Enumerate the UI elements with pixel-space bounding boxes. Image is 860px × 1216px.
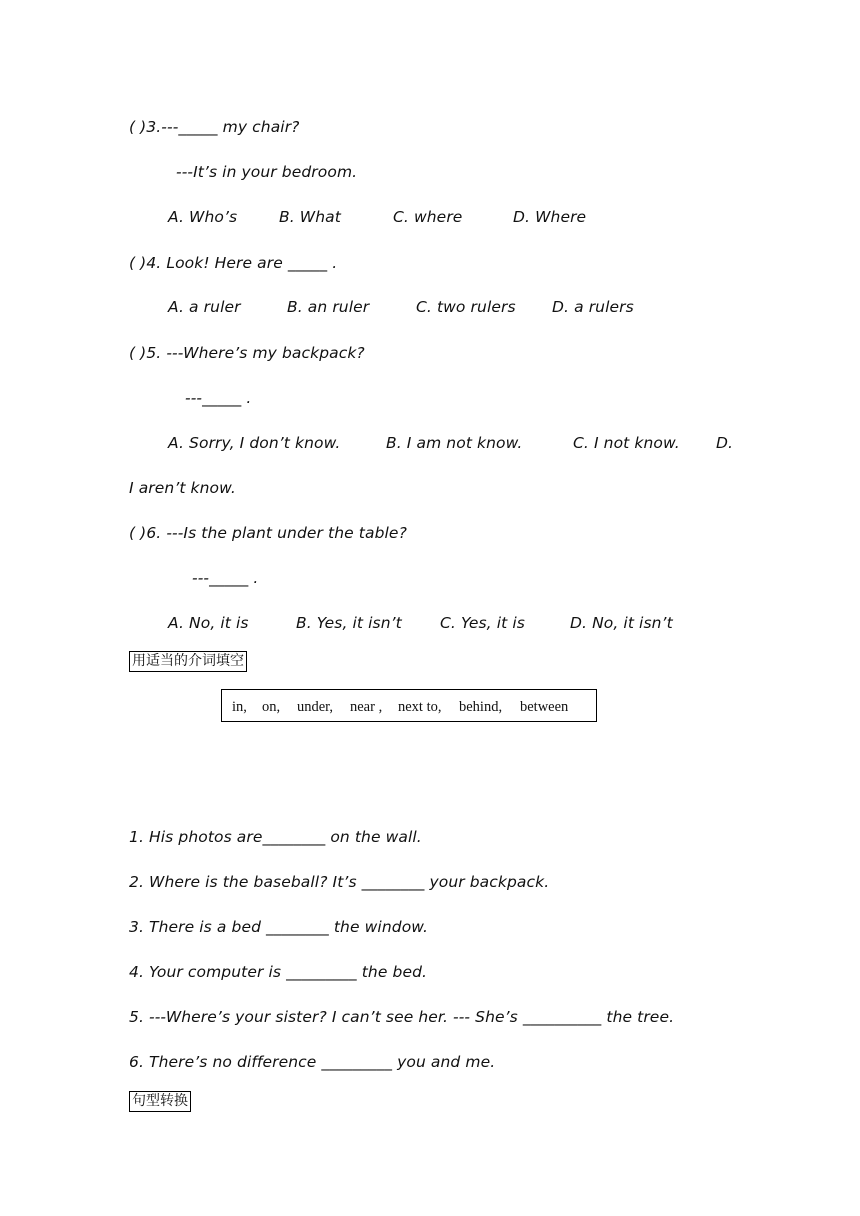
preposition-item-5: 5. ---Where’s your sister? I can’t see her. --- She’s __________ the tree. [129,1008,675,1026]
question-5-option-a: A. Sorry, I don’t know. [168,434,341,452]
question-5-option-d-continued: I aren’t know. [129,479,236,497]
preposition-item-6: 6. There’s no difference _________ you and me. [129,1053,496,1071]
question-6-option-d: D. No, it isn’t [570,614,673,632]
word-bank-box [221,689,597,722]
question-4-option-c: C. two rulers [416,298,516,316]
question-3-reply: ---It’s in your bedroom. [176,163,358,181]
word-bank-item: next to, [398,699,442,715]
question-4-option-a: A. a ruler [168,298,241,316]
preposition-item-1: 1. His photos are________ on the wall. [129,828,422,846]
word-bank-item: in, [232,699,247,715]
question-6-option-c: C. Yes, it is [440,614,525,632]
word-bank-item: under, [297,699,334,715]
question-3-option-c: C. where [393,208,463,226]
question-6-option-a: A. No, it is [168,614,249,632]
question-6-reply: ---_____ . [192,569,259,587]
question-5-option-d: D. [716,434,734,452]
word-bank-item: near , [350,699,383,715]
section-heading-sentence-transform: 句型转换 [129,1091,191,1112]
question-3-option-b: B. What [279,208,341,226]
question-5-reply: ---_____ . [185,389,252,407]
question-3-option-a: A. Who’s [168,208,238,226]
section-heading-prepositions: 用适当的介词填空 [129,651,247,672]
preposition-item-4: 4. Your computer is _________ the bed. [129,963,428,981]
question-4-stem: ( )4. Look! Here are _____ . [129,254,338,272]
question-4-option-b: B. an ruler [287,298,370,316]
question-5-option-c: C. I not know. [573,434,680,452]
question-4-option-d: D. a rulers [552,298,634,316]
word-bank-item: on, [262,699,281,715]
question-5-option-b: B. I am not know. [386,434,523,452]
question-3-option-d: D. Where [513,208,587,226]
word-bank-item: between [520,699,569,715]
word-bank-item: behind, [459,699,503,715]
preposition-item-3: 3. There is a bed ________ the window. [129,918,429,936]
preposition-item-2: 2. Where is the baseball? It’s ________ your backpack. [129,873,550,891]
question-6-stem: ( )6. ---Is the plant under the table? [129,524,407,542]
question-3-stem: ( )3.---_____ my chair? [129,118,300,136]
question-5-stem: ( )5. ---Where’s my backpack? [129,344,365,362]
question-6-option-b: B. Yes, it isn’t [296,614,402,632]
